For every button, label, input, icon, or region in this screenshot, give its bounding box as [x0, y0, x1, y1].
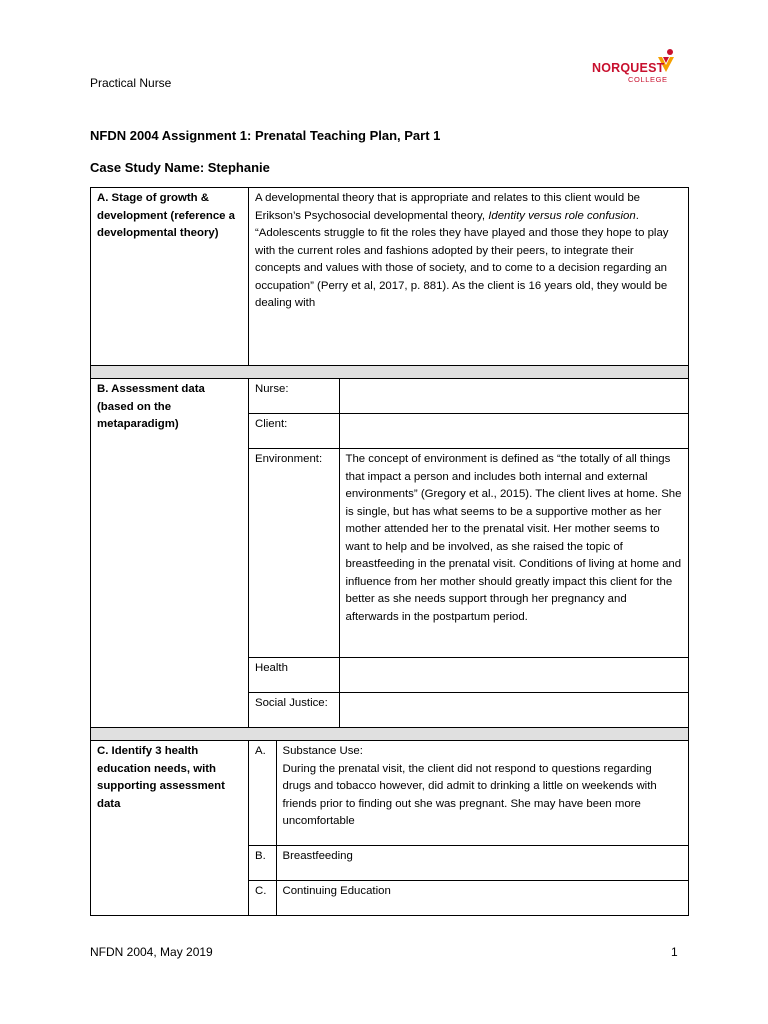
assessment-subtable [249, 379, 688, 727]
case-study-name: Case Study Name: Stephanie [90, 160, 270, 175]
section-a-italic: Identity versus role confusion [488, 209, 636, 222]
document-title: NFDN 2004 Assignment 1: Prenatal Teaching Plan, Part 1 [90, 128, 441, 143]
section-a-label: A. Stage of growth & development (reference a developmental theory) [91, 188, 249, 366]
assessment-value: The concept of environment is defined as “the totally of all things that impact a person and includes both internal and external environments” (Gregory et al., 2015). The client lives at home. She is single, but has what seems to be a supportive mother as her mother attended her to the prenatal visit. Her mother seems to want to help and be involved, as she raised the topic of breastfeeding in the prenatal visit. Conditions of living at home and influence from her mother should greatly impact this client for the better as she needs support through her pregnancy and afterwards in the postpartum period. [339, 449, 688, 658]
footer-course-date: NFDN 2004, May 2019 [90, 945, 213, 959]
section-a-text-1: A developmental theory that is appropriate and relates to this client would be Erikson’s Psychosocial developmental theory, [255, 192, 640, 222]
section-a-content [249, 188, 689, 366]
logo-name: NORQUEST [592, 61, 665, 75]
section-c-label: C. Identify 3 health education needs, with supporting assessment data [91, 741, 249, 916]
section-b-content [249, 379, 689, 728]
logo-sub: COLLEGE [628, 75, 668, 84]
assessment-label: Environment: [249, 449, 339, 658]
assessment-label: Nurse: [249, 379, 339, 414]
section-b-row [91, 379, 689, 728]
assessment-row-client [249, 414, 688, 449]
section-b-label: B. Assessment data (based on the metaparadigm) [91, 379, 249, 728]
education-need-b [249, 846, 688, 881]
need-title: Breastfeeding [282, 850, 353, 862]
assessment-value [339, 693, 688, 728]
assessment-label: Health [249, 658, 339, 693]
assessment-row-environment [249, 449, 688, 658]
need-content [276, 881, 688, 916]
section-a-row [91, 188, 689, 366]
separator-row [91, 728, 689, 741]
assessment-row-nurse [249, 379, 688, 414]
assessment-value [339, 658, 688, 693]
need-letter: B. [249, 846, 276, 881]
teaching-plan-table [90, 187, 689, 916]
section-c-row [91, 741, 689, 916]
assessment-value [339, 414, 688, 449]
page-number: 1 [671, 945, 678, 959]
education-needs-subtable [249, 741, 688, 915]
need-content [276, 741, 688, 846]
section-a-text-2: . “Adolescents struggle to fit the roles they have played and those they hope to play with the current roles and fashions adopted by their peers, to integrate their concepts and values with those of society, and to come to a decision regarding an occupation” (Perry et al, 2017, p. 881). As the client is 16 years old, they would be dealing with [255, 209, 669, 309]
program-header: Practical Nurse [90, 76, 172, 90]
college-logo [590, 48, 680, 90]
need-content [276, 846, 688, 881]
need-title: Continuing Education [282, 885, 391, 897]
need-letter: A. [249, 741, 276, 846]
education-need-a [249, 741, 688, 846]
assessment-row-health [249, 658, 688, 693]
need-title: Substance Use: [282, 745, 363, 757]
need-text: During the prenatal visit, the client did not respond to questions regarding drugs and tobacco however, did admit to drinking a little on weekends with friends prior to finding out she was pregnant. She may have been more uncomfortable [282, 762, 657, 827]
assessment-row-social-justice [249, 693, 688, 728]
education-need-c [249, 881, 688, 916]
separator-row [91, 366, 689, 379]
assessment-label: Client: [249, 414, 339, 449]
need-letter: C. [249, 881, 276, 916]
assessment-value [339, 379, 688, 414]
assessment-label: Social Justice: [249, 693, 339, 728]
section-c-content [249, 741, 689, 916]
